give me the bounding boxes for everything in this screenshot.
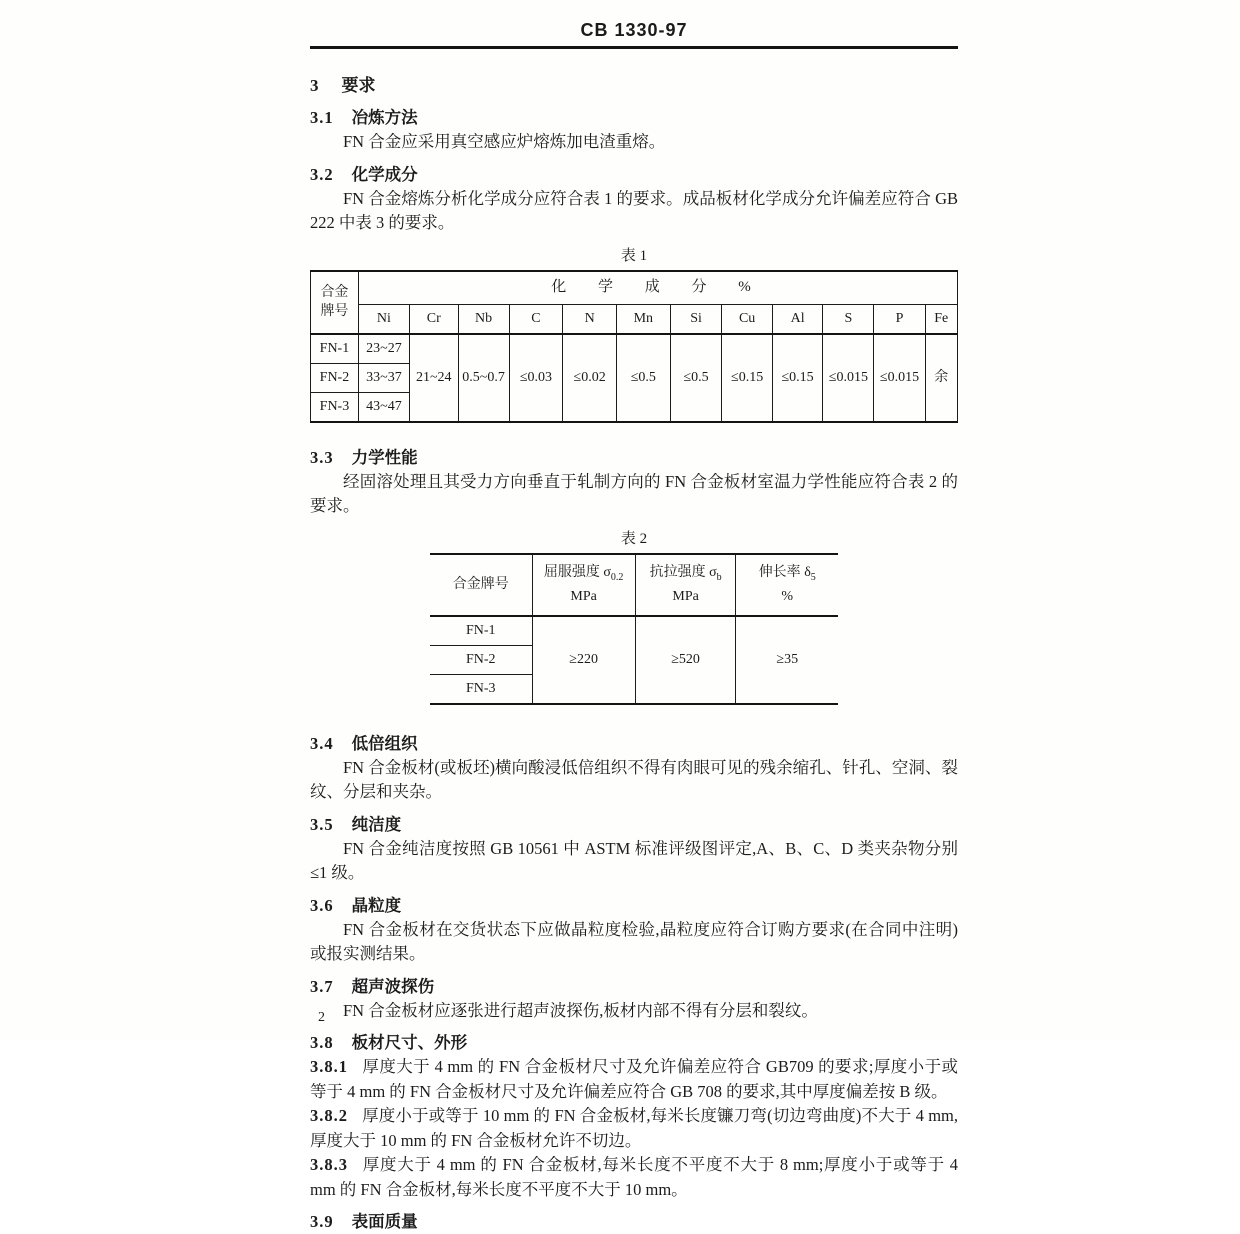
section-3-3-heading <box>310 445 958 470</box>
col-header-n: N <box>563 304 617 334</box>
si-cell: ≤0.5 <box>670 334 722 422</box>
section-number: 3.8.3 <box>310 1155 348 1174</box>
header-rule <box>310 46 958 49</box>
section-3-8-1-paragraph <box>310 1055 958 1104</box>
yield-strength-header <box>532 554 635 616</box>
section-3-4-heading <box>310 731 958 756</box>
elongation-unit: % <box>781 588 794 604</box>
section-3-7-paragraph: FN 合金板材应逐张进行超声波探伤,板材内部不得有分层和裂纹。 <box>343 1000 818 1020</box>
grade-cell: FN-1 <box>311 334 359 364</box>
section-3-1-heading <box>310 105 958 130</box>
table1-chemical-composition <box>310 270 958 423</box>
p-cell: ≤0.015 <box>874 334 925 422</box>
section-3-2-heading <box>310 162 958 187</box>
tensile-strength-label: 抗拉强度 $\sigma_b$ <box>649 565 722 583</box>
section-3-9-heading <box>310 1209 958 1234</box>
section-title: 力学性能 <box>351 447 418 467</box>
corner-line2: 牌号 <box>320 304 349 319</box>
table1-group-header: 化 学 成 分 % <box>358 271 957 305</box>
ni-cell: 43~47 <box>358 392 409 422</box>
section-3-2-paragraph: FN 合金熔炼分析化学成分应符合表 1 的要求。成品板材化学成分允许偏差应符合 GB 222 中表 3 的要求。 <box>310 188 958 232</box>
grade-cell: FN-2 <box>430 645 532 674</box>
c-cell: ≤0.03 <box>509 334 563 422</box>
section-3-6-heading <box>310 893 958 918</box>
paragraph-text: 厚度大于 4 mm 的 FN 合金板材尺寸及允许偏差应符合 GB709 的要求;厚度小于或等于 4 mm 的 FN 合金板材尺寸及允许偏差应符合 GB 708 的要求,其中厚度偏差按 B 级。 <box>310 1057 958 1101</box>
elongation-value-cell: ≥35 <box>736 616 838 704</box>
cr-cell: 21~24 <box>409 334 458 422</box>
cu-cell: ≤0.15 <box>722 334 772 422</box>
col-header-p: P <box>874 304 925 334</box>
grade-cell: FN-2 <box>311 363 359 392</box>
section-title: 超声波探伤 <box>351 976 435 996</box>
section-number: 3.5 <box>310 814 334 834</box>
section-3-8-2-paragraph <box>310 1104 958 1153</box>
page-number: 2 <box>318 1010 325 1025</box>
n-cell: ≤0.02 <box>563 334 617 422</box>
tensile-strength-header <box>635 554 736 616</box>
table1-corner-header <box>311 271 359 334</box>
col-header-nb: Nb <box>458 304 509 334</box>
paragraph-text: 厚度小于或等于 10 mm 的 FN 合金板材,每米长度镰刀弯(切边弯曲度)不大于 4 mm,厚度大于 10 mm 的 FN 合金板材允许不切边。 <box>310 1106 958 1150</box>
section-number: 3 <box>310 76 320 95</box>
col-header-mn: Mn <box>616 304 670 334</box>
col-header-cu: Cu <box>722 304 772 334</box>
grade-cell: FN-3 <box>311 392 359 422</box>
grade-column-header: 合金牌号 <box>430 554 532 616</box>
table2-container <box>430 553 958 705</box>
section-number: 3.6 <box>310 895 334 915</box>
col-header-fe: Fe <box>925 304 957 334</box>
col-header-al: Al <box>772 304 822 334</box>
col-header-s: S <box>823 304 874 334</box>
s-cell: ≤0.015 <box>823 334 874 422</box>
corner-line1: 合金 <box>320 285 349 300</box>
yield-value-cell: ≥220 <box>532 616 635 704</box>
section-number: 3.8 <box>310 1033 334 1052</box>
ni-cell: 33~37 <box>358 363 409 392</box>
col-header-ni: Ni <box>358 304 409 334</box>
section-3-8-3-paragraph <box>310 1153 958 1202</box>
section-number: 3.3 <box>310 447 334 467</box>
tensile-strength-unit: MPa <box>672 588 699 604</box>
grade-cell: FN-1 <box>430 616 532 646</box>
section-number: 3.1 <box>310 108 334 127</box>
table2-caption: 表 2 <box>620 530 648 547</box>
table1-caption: 表 1 <box>620 247 648 264</box>
section-3-4-paragraph: FN 合金板材(或板坯)横向酸浸低倍组织不得有肉眼可见的残余缩孔、针孔、空洞、裂纹、分层和夹杂。 <box>310 757 958 801</box>
page-content <box>310 0 958 1234</box>
section-3-8-heading <box>310 1030 958 1055</box>
section-3-6-paragraph: FN 合金板材在交货状态下应做晶粒度检验,晶粒度应符合订购方要求(在合同中注明)或报实测结果。 <box>310 919 958 963</box>
col-header-c: C <box>509 304 563 334</box>
yield-strength-label: 屈服强度 $\sigma_{0.2}$ <box>543 565 624 583</box>
grade-cell: FN-3 <box>430 674 532 704</box>
standard-code: CB 1330-97 <box>580 20 688 40</box>
ni-cell: 23~27 <box>358 334 409 364</box>
mn-cell: ≤0.5 <box>616 334 670 422</box>
al-cell: ≤0.15 <box>772 334 822 422</box>
table-row <box>311 334 958 364</box>
table2-mechanical-properties <box>430 553 838 705</box>
elongation-label: 伸长率 $\delta_5$ <box>758 565 816 583</box>
section-number: 3.7 <box>310 976 334 996</box>
section-number: 3.4 <box>310 733 334 753</box>
section-number: 3.8.2 <box>310 1106 348 1125</box>
section-title: 化学成分 <box>351 164 418 184</box>
section-number: 3.8.1 <box>310 1057 348 1076</box>
tensile-value-cell: ≥520 <box>635 616 736 704</box>
section-title: 纯洁度 <box>351 814 402 834</box>
section-3-3-paragraph: 经固溶处理且其受力方向垂直于轧制方向的 FN 合金板材室温力学性能应符合表 2 的要求。 <box>310 471 958 515</box>
col-header-cr: Cr <box>409 304 458 334</box>
section-title: 低倍组织 <box>351 733 418 753</box>
table-row <box>430 616 838 646</box>
section-3-7-heading <box>310 974 958 999</box>
section-3-5-heading <box>310 812 958 837</box>
elongation-header <box>736 554 838 616</box>
section-title: 表面质量 <box>351 1212 418 1231</box>
section-title: 板材尺寸、外形 <box>351 1033 468 1052</box>
section-3-5-paragraph: FN 合金纯洁度按照 GB 10561 中 ASTM 标准评级图评定,A、B、C、D 类夹杂物分别≤1 级。 <box>310 838 958 882</box>
section-title: 冶炼方法 <box>351 108 418 127</box>
yield-strength-unit: MPa <box>570 588 597 604</box>
col-header-si: Si <box>670 304 722 334</box>
section-title: 晶粒度 <box>351 895 402 915</box>
section-title: 要求 <box>341 76 376 95</box>
section-3-heading <box>310 74 958 98</box>
section-number: 3.9 <box>310 1212 334 1231</box>
section-number: 3.2 <box>310 164 334 184</box>
section-3-1-paragraph: FN 合金应采用真空感应炉熔炼加电渣重熔。 <box>343 132 666 151</box>
nb-cell: 0.5~0.7 <box>458 334 509 422</box>
fe-cell: 余 <box>925 334 957 422</box>
paragraph-text: 厚度大于 4 mm 的 FN 合金板材,每米长度不平度不大于 8 mm;厚度小于或等于 4 mm 的 FN 合金板材,每米长度不平度不大于 10 mm。 <box>310 1155 958 1199</box>
